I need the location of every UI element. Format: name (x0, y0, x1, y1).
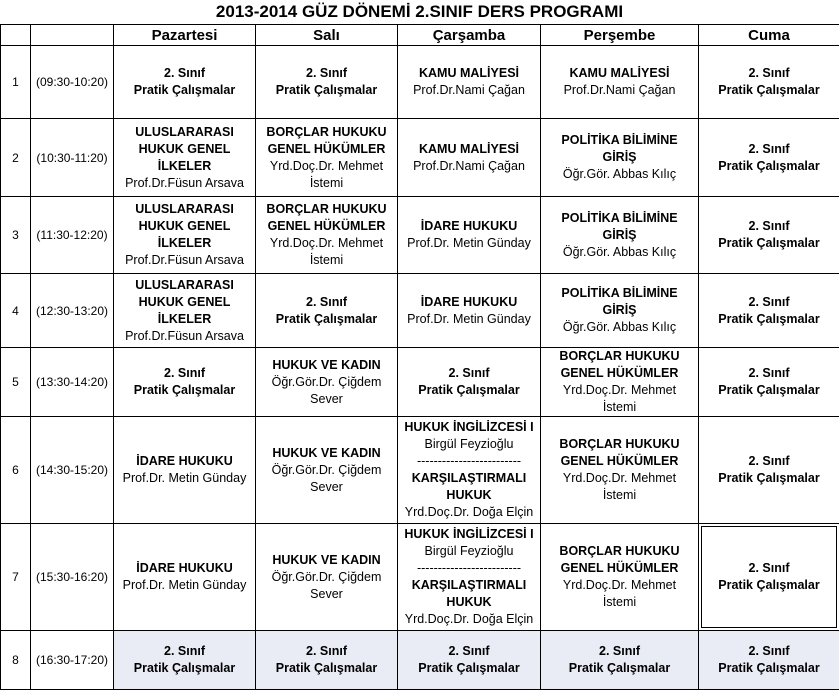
course-name: BORÇLAR HUKUKU (559, 437, 680, 451)
instructor-name: Prof.Dr.Füsun Arsava (125, 328, 244, 343)
course-name: Pratik Çalışmalar (718, 236, 820, 250)
schedule-cell (699, 46, 839, 119)
course-name: 2. Sınıf (748, 454, 790, 468)
course-name: ULUSLARARASI (135, 124, 234, 139)
schedule-cell (398, 524, 541, 631)
header-day: Cuma (699, 25, 839, 46)
instructor-name: Öğr.Gör. Abbas Kılıç (562, 320, 677, 334)
course-name: POLİTİKA BİLİMİNE (561, 210, 678, 225)
schedule-cell (398, 197, 541, 274)
instructor-name: Öğr.Gör.Dr. Çiğdem (271, 374, 382, 389)
schedule-cell (256, 348, 398, 417)
header-day: Perşembe (541, 25, 699, 46)
separator-line: ------------------------- (416, 454, 522, 468)
course-name: GİRİŞ (602, 150, 637, 164)
course-name: KARŞILAŞTIRMALI (411, 578, 527, 592)
schedule-cell (541, 524, 699, 631)
period-number: 5 (1, 348, 31, 417)
schedule-cell (114, 274, 256, 348)
course-name: HUKUK İNGİLİZCESİ I (404, 527, 534, 541)
schedule-cell (541, 119, 699, 197)
course-name: Pratik Çalışmalar (275, 661, 378, 675)
schedule-cell (699, 197, 839, 274)
instructor-name: Yrd.Doç.Dr. Doğa Elçin (404, 505, 534, 519)
schedule-cell (699, 524, 839, 631)
course-name: 2. Sınıf (748, 141, 790, 156)
course-name: HUKUK GENEL (138, 294, 231, 309)
course-name: ULUSLARARASI (135, 277, 234, 292)
course-name: İDARE HUKUKU (136, 561, 233, 575)
course-name: Pratik Çalışmalar (718, 158, 820, 173)
schedule-table (0, 24, 839, 690)
course-name: HUKUK VE KADIN (272, 357, 381, 372)
course-name: KARŞILAŞTIRMALI (411, 471, 527, 485)
course-name: İLKELER (157, 236, 212, 250)
course-name: Pratik Çalışmalar (718, 83, 820, 97)
schedule-cell (256, 119, 398, 197)
period-time: (15:30-16:20) (31, 524, 114, 631)
period-time: (14:30-15:20) (31, 417, 114, 524)
course-name: Pratik Çalışmalar (718, 661, 820, 675)
schedule-cell (541, 417, 699, 524)
course-name: GİRİŞ (602, 303, 637, 317)
instructor-name: Prof.Dr. Metin Günday (122, 471, 247, 485)
table-row (1, 119, 839, 197)
selected-cell-frame (701, 526, 837, 628)
course-name: 2. Sınıf (748, 66, 790, 80)
course-name: POLİTİKA BİLİMİNE (561, 133, 678, 147)
instructor-name: Öğr.Gör. Abbas Kılıç (562, 167, 677, 181)
table-row (1, 417, 839, 524)
course-name: Pratik Çalışmalar (133, 383, 236, 397)
schedule-cell (699, 631, 839, 690)
course-name: HUKUK İNGİLİZCESİ I (404, 420, 534, 434)
instructor-name: İstemi (602, 595, 637, 609)
period-time: (11:30-12:20) (31, 197, 114, 274)
instructor-name: Birgül Feyzioğlu (424, 544, 514, 558)
course-name: HUKUK GENEL (138, 219, 231, 233)
schedule-cell (541, 631, 699, 690)
header-day: Çarşamba (398, 25, 541, 46)
schedule-cell (114, 417, 256, 524)
instructor-name: Prof.Dr.Füsun Arsava (125, 253, 244, 267)
instructor-name: Yrd.Doç.Dr. Doğa Elçin (404, 612, 534, 626)
schedule-cell (114, 631, 256, 690)
course-name: GİRİŞ (602, 227, 637, 242)
course-name: 2. Sınıf (306, 294, 347, 309)
course-name: POLİTİKA BİLİMİNE (561, 286, 678, 300)
header-day: Salı (256, 25, 398, 46)
schedule-cell (398, 348, 541, 417)
course-name: 2. Sınıf (748, 219, 790, 233)
page-title: 2013-2014 GÜZ DÖNEMİ 2.SINIF DERS PROGRAMI (215, 2, 624, 21)
instructor-name: Prof.Dr. Metin Günday (122, 578, 247, 592)
course-name: Pratik Çalışmalar (718, 578, 820, 592)
period-number: 8 (1, 631, 31, 690)
schedule-cell (398, 417, 541, 524)
course-name: İLKELER (157, 158, 212, 173)
period-number: 1 (1, 46, 31, 119)
course-name: BORÇLAR HUKUKU (266, 202, 387, 216)
period-number: 7 (1, 524, 31, 631)
course-name: BORÇLAR HUKUKU (559, 349, 680, 363)
course-name: ULUSLARARASI (135, 202, 234, 216)
header-corner-num (1, 25, 31, 46)
course-name: 2. Sınıf (748, 366, 790, 380)
course-name: 2. Sınıf (306, 644, 347, 658)
period-time: (16:30-17:20) (31, 631, 114, 690)
instructor-name: Sever (310, 479, 343, 494)
course-name: 2. Sınıf (599, 644, 640, 658)
course-name: HUKUK VE KADIN (272, 445, 381, 460)
course-name: 2. Sınıf (748, 644, 790, 658)
instructor-name: Birgül Feyzioğlu (424, 437, 514, 451)
course-name: Pratik Çalışmalar (275, 311, 378, 326)
course-name: GENEL HÜKÜMLER (267, 219, 386, 233)
schedule-cell (398, 274, 541, 348)
schedule-cell (541, 197, 699, 274)
course-name: BORÇLAR HUKUKU (266, 124, 387, 139)
course-name: KAMU MALİYESİ (569, 66, 670, 80)
course-name: Pratik Çalışmalar (718, 471, 820, 485)
schedule-cell (699, 348, 839, 417)
course-name: Pratik Çalışmalar (133, 661, 236, 675)
course-name: Pratik Çalışmalar (718, 311, 820, 326)
instructor-name: Yrd.Doç.Dr. Mehmet (562, 383, 677, 397)
schedule-cell (541, 348, 699, 417)
course-name: 2. Sınıf (306, 66, 347, 80)
course-name: Pratik Çalışmalar (275, 83, 378, 97)
schedule-cell (541, 46, 699, 119)
course-name: Pratik Çalışmalar (418, 383, 520, 397)
course-name: İDARE HUKUKU (420, 294, 518, 309)
course-name: İDARE HUKUKU (420, 219, 518, 233)
period-number: 4 (1, 274, 31, 348)
schedule-cell (699, 119, 839, 197)
instructor-name: Prof.Dr.Füsun Arsava (125, 175, 244, 190)
instructor-name: Yrd.Doç.Dr. Mehmet (269, 158, 384, 173)
separator-line: ------------------------- (416, 561, 522, 575)
table-row (1, 46, 839, 119)
table-row (1, 348, 839, 417)
instructor-name: İstemi (602, 400, 637, 414)
course-name: BORÇLAR HUKUKU (559, 544, 680, 558)
course-name: Pratik Çalışmalar (418, 661, 520, 675)
schedule-cell (114, 524, 256, 631)
course-name: HUKUK (446, 488, 492, 502)
course-name: Pratik Çalışmalar (568, 661, 671, 675)
instructor-name: Yrd.Doç.Dr. Mehmet (562, 471, 677, 485)
course-name: GENEL HÜKÜMLER (560, 366, 679, 380)
schedule-cell (114, 197, 256, 274)
course-name: Pratik Çalışmalar (718, 383, 820, 397)
period-time: (10:30-11:20) (31, 119, 114, 197)
schedule-cell (398, 631, 541, 690)
period-number: 6 (1, 417, 31, 524)
schedule-cell (256, 46, 398, 119)
header-corner-time (31, 25, 114, 46)
table-row (1, 631, 839, 690)
schedule-cell (699, 417, 839, 524)
schedule-cell (256, 274, 398, 348)
period-number: 3 (1, 197, 31, 274)
course-name: 2. Sınıf (448, 644, 490, 658)
instructor-name: Prof.Dr. Metin Günday (407, 311, 531, 326)
schedule-cell (114, 119, 256, 197)
course-name: 2. Sınıf (164, 644, 205, 658)
instructor-name: Öğr.Gör.Dr. Çiğdem (271, 462, 382, 477)
schedule-cell (256, 197, 398, 274)
instructor-name: Sever (310, 391, 343, 406)
course-name: 2. Sınıf (748, 561, 790, 575)
course-name: HUKUK VE KADIN (272, 552, 381, 567)
schedule-cell (541, 274, 699, 348)
period-time: (09:30-10:20) (31, 46, 114, 119)
period-time: (13:30-14:20) (31, 348, 114, 417)
course-name: KAMU MALİYESİ (419, 66, 519, 80)
instructor-name: İstemi (602, 488, 637, 502)
header-day: Pazartesi (114, 25, 256, 46)
course-name: GENEL HÜKÜMLER (560, 561, 679, 575)
instructor-name: İstemi (309, 253, 344, 267)
course-name: 2. Sınıf (164, 66, 205, 80)
instructor-name: Öğr.Gör.Dr. Çiğdem (271, 569, 382, 584)
schedule-body (1, 46, 839, 690)
course-name: 2. Sınıf (448, 366, 490, 380)
course-name: İLKELER (157, 311, 212, 326)
course-name: GENEL HÜKÜMLER (267, 141, 386, 156)
course-name: HUKUK (446, 595, 492, 609)
instructor-name: İstemi (309, 175, 344, 190)
instructor-name: Yrd.Doç.Dr. Mehmet (562, 578, 677, 592)
schedule-cell (256, 524, 398, 631)
schedule-cell (398, 119, 541, 197)
instructor-name: Prof.Dr.Nami Çağan (413, 83, 525, 97)
instructor-name: Öğr.Gör. Abbas Kılıç (562, 244, 677, 259)
instructor-name: Prof.Dr.Nami Çağan (563, 83, 676, 97)
table-row (1, 524, 839, 631)
schedule-cell (256, 417, 398, 524)
period-number: 2 (1, 119, 31, 197)
schedule-cell (256, 631, 398, 690)
schedule-cell (699, 274, 839, 348)
instructor-name: Prof.Dr. Metin Günday (407, 236, 531, 250)
course-name: 2. Sınıf (164, 366, 205, 380)
course-name: Pratik Çalışmalar (133, 83, 236, 97)
schedule-cell (114, 46, 256, 119)
table-row (1, 197, 839, 274)
instructor-name: Sever (310, 586, 343, 601)
instructor-name: Yrd.Doç.Dr. Mehmet (269, 236, 384, 250)
instructor-name: Prof.Dr.Nami Çağan (413, 158, 525, 173)
schedule-cell (114, 348, 256, 417)
course-name: KAMU MALİYESİ (419, 141, 519, 156)
course-name: 2. Sınıf (748, 294, 790, 309)
course-name: GENEL HÜKÜMLER (560, 454, 679, 468)
course-name: İDARE HUKUKU (136, 454, 233, 468)
schedule-cell (398, 46, 541, 119)
period-time: (12:30-13:20) (31, 274, 114, 348)
course-name: HUKUK GENEL (138, 141, 231, 156)
table-row (1, 274, 839, 348)
header-row (1, 25, 839, 46)
